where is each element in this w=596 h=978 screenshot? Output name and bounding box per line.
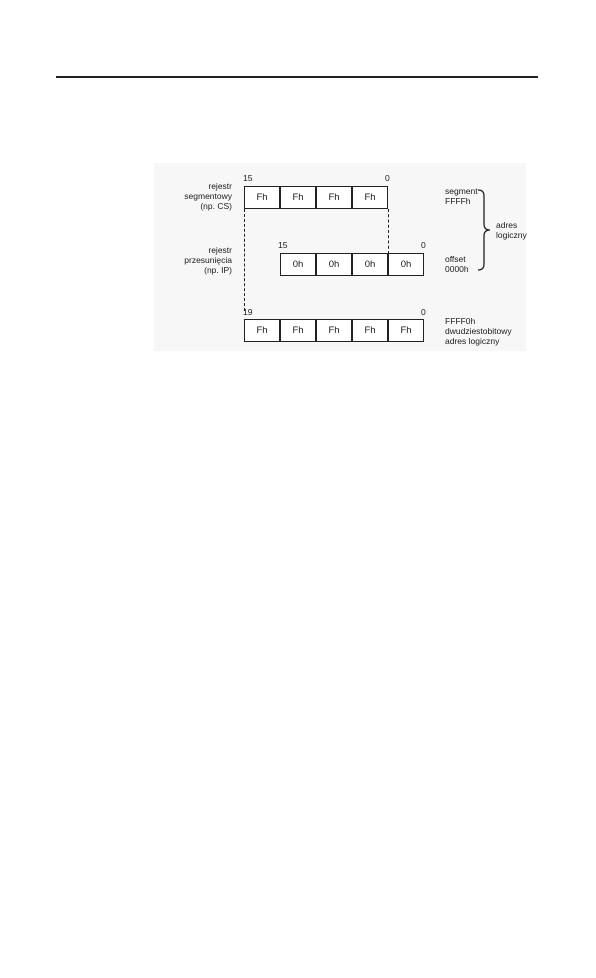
offset-register-label-line: przesunięcia xyxy=(184,255,232,265)
result-bit-low: 0 xyxy=(421,307,426,317)
segment-bit-high: 15 xyxy=(243,173,253,183)
logical-address-label-line: logiczny xyxy=(496,230,527,240)
segment-register-label-line: segmentowy xyxy=(184,191,232,201)
offset-register-label-line: rejestr xyxy=(208,245,232,255)
offset-annotation xyxy=(445,254,469,274)
offset-cell: 0h xyxy=(280,253,316,276)
left-alignment-dashed-line xyxy=(244,209,245,311)
segment-annotation-line: segment xyxy=(445,186,478,196)
top-rule xyxy=(56,76,538,78)
result-annotation xyxy=(445,316,512,346)
segment-register-label-line: rejestr xyxy=(208,181,232,191)
segment-cell: Fh xyxy=(316,186,352,209)
segment-bit-low: 0 xyxy=(385,173,390,183)
segment-annotation-line: FFFFh xyxy=(445,196,471,206)
offset-annotation-line: offset xyxy=(445,254,466,264)
offset-bit-low: 0 xyxy=(421,240,426,250)
segment-register-label-line: (np. CS) xyxy=(200,201,232,211)
segment-cell: Fh xyxy=(280,186,316,209)
result-cell: Fh xyxy=(280,319,316,342)
offset-bit-high: 15 xyxy=(278,240,288,250)
result-cell: Fh xyxy=(388,319,424,342)
offset-cell: 0h xyxy=(352,253,388,276)
offset-register-label-line: (np. IP) xyxy=(204,265,232,275)
result-annotation-line: adres logiczny xyxy=(445,336,500,346)
result-annotation-line: dwudziestobitowy xyxy=(445,326,512,336)
offset-cell: 0h xyxy=(388,253,424,276)
right-alignment-dashed-line xyxy=(388,209,389,254)
offset-register-label xyxy=(150,245,232,275)
result-cell: Fh xyxy=(352,319,388,342)
segment-cell: Fh xyxy=(352,186,388,209)
result-cell: Fh xyxy=(316,319,352,342)
logical-address-brace-icon xyxy=(474,188,492,272)
result-bit-high: 19 xyxy=(243,307,253,317)
result-annotation-line: FFFF0h xyxy=(445,316,476,326)
logical-address-label-line: adres xyxy=(496,220,518,230)
offset-cell: 0h xyxy=(316,253,352,276)
offset-annotation-line: 0000h xyxy=(445,264,469,274)
segment-cell: Fh xyxy=(244,186,280,209)
segment-annotation xyxy=(445,186,478,206)
logical-address-label xyxy=(496,220,527,240)
segment-register-label xyxy=(150,181,232,211)
result-cell: Fh xyxy=(244,319,280,342)
